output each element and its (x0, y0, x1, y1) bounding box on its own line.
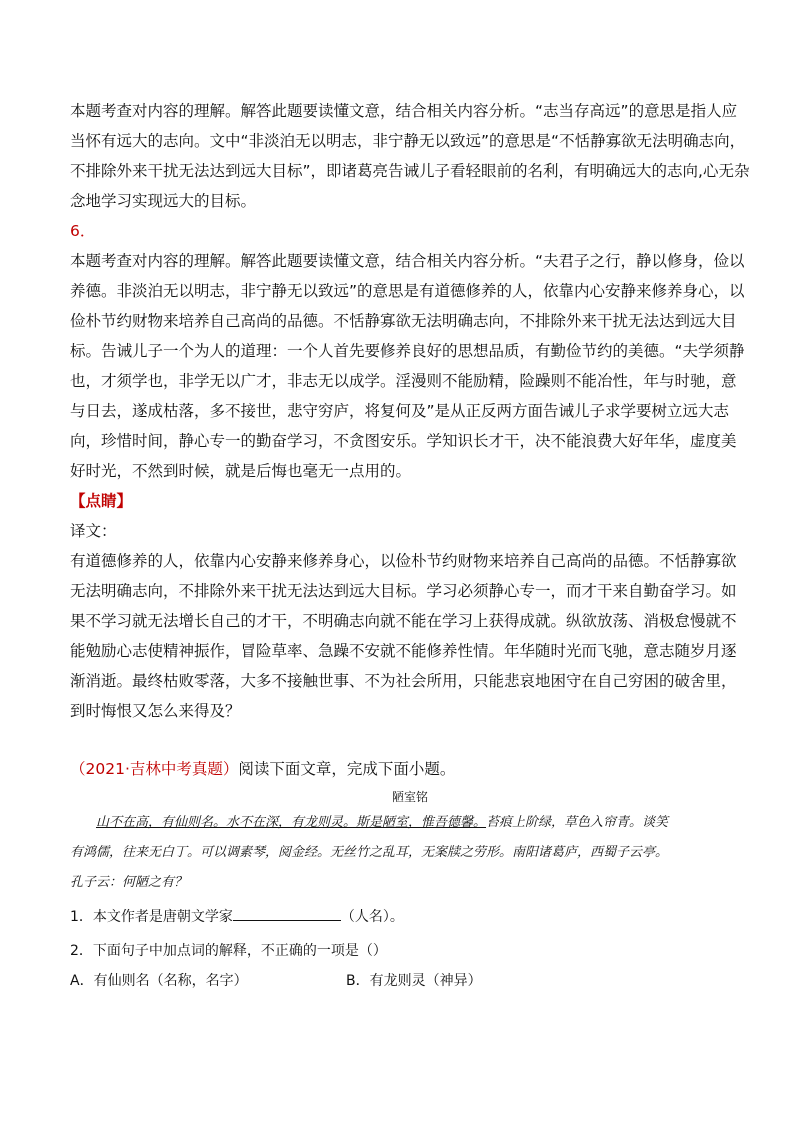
answer-6-text: 本题考查对内容的理解。解答此题要读懂文意，结合相关内容分析。“夫君子之行，静以修身，俭以养德。非淡泊无以明志，非宁静无以致远”的意思是有道德修养的人，依靠内心安静来修养身心，以俭朴节约财物来培养自己高尚的品德。不恬静寡欲无法明确志向，不排除外来干扰无法达到远大目标。告诫儿子一个为人的道理：一个人首先要修养良好的思想品质，有勤俭节约的美德。“夫学须静也，才须学也，非学无以广才，非志无以成学。淫漫则不能励精，险躁则不能冶性，年与时驰，意与日去，遂成枯落，多不接世，悲守穷庐，将复何及”是从正反两方面告诫儿子求学要树立远大志向，珍惜时间，静心专一的勤奋学习，不贪图安乐。学知识长才干，决不能浪费大好年华，虚度美好时光，不然到时候，就是后悔也毫无一点用的。 (70, 252, 745, 480)
underlined-sentence: 山不在高，有仙则名。水不在深，有龙则灵。斯是陋室，惟吾德馨。 (96, 815, 487, 830)
passage-source: （2021·吉林中考真题） (70, 760, 239, 778)
question-2: 2．下面句子中加点词的解释，不正确的一项是（） (70, 943, 387, 959)
passage-line-1 (70, 808, 750, 838)
translation-text: 有道德修养的人，依靠内心安静来修养身心，以俭朴节约财物来培养自己高尚的品德。不恬静寡欲无法明确志向，不排除外来干扰无法达到远大目标。学习必须静心专一，而才干来自勤奋学习。如果不学习就无法增长自己的才干，不明确志向就不能在学习上获得成就。纵欲放荡、消极怠慢就不能勉励心志使精神振作，冒险草率、急躁不安就不能修养性情。年华随时光而飞驰，意志随岁月逐渐消逝。最终枯败零落，大多不接触世事、不为社会所用，只能悲哀地困守在自己穷困的破舍里，到时悔恨又怎么来得及？ (70, 552, 737, 720)
option-a[interactable]: A．有仙则名（名称，名字） (70, 973, 248, 989)
question-2-options (70, 966, 750, 996)
document-page (70, 96, 750, 996)
question-1-suffix: （人名）。 (340, 909, 404, 925)
passage-line-1-rest: 苔痕上阶绿，草色入帘青。谈笑 (486, 815, 669, 830)
answer-blank[interactable] (233, 904, 341, 921)
option-b[interactable]: B．有龙则灵（神异） (346, 973, 482, 989)
dianjing-tag: 【点睛】 (70, 492, 133, 510)
question-1 (70, 902, 750, 932)
dianjing-heading (70, 486, 750, 516)
passage-line-3: 孔子云：何陋之有？ (70, 875, 188, 890)
question-6-number (70, 216, 750, 246)
question-number: 6． (70, 222, 96, 240)
passage-instruction: 阅读下面文章，完成下面小题。 (238, 760, 456, 778)
passage-line-2: 有鸿儒，往来无白丁。可以调素琴，阅金经。无丝竹之乱耳，无案牍之劳形。南阳诸葛庐，西蜀子云亭。 (70, 845, 669, 860)
passage-intro (70, 754, 750, 784)
question-1-prefix: 1．本文作者是唐朝文学家 (70, 909, 233, 925)
passage-title: 陋室铭 (391, 790, 428, 804)
answer-5-text: 本题考查对内容的理解。解答此题要读懂文意，结合相关内容分析。“志当存高远”的意思是指人应当怀有远大的志向。文中“非淡泊无以明志，非宁静无以致远”的意思是“不恬静寡欲无法明确志向，不排除外来干扰无法达到远大目标”，即诸葛亮告诫儿子看轻眼前的名利，有明确远大的志向,心无杂念地学习实现远大的目标。 (70, 102, 750, 210)
translation-label: 译文： (70, 522, 117, 540)
